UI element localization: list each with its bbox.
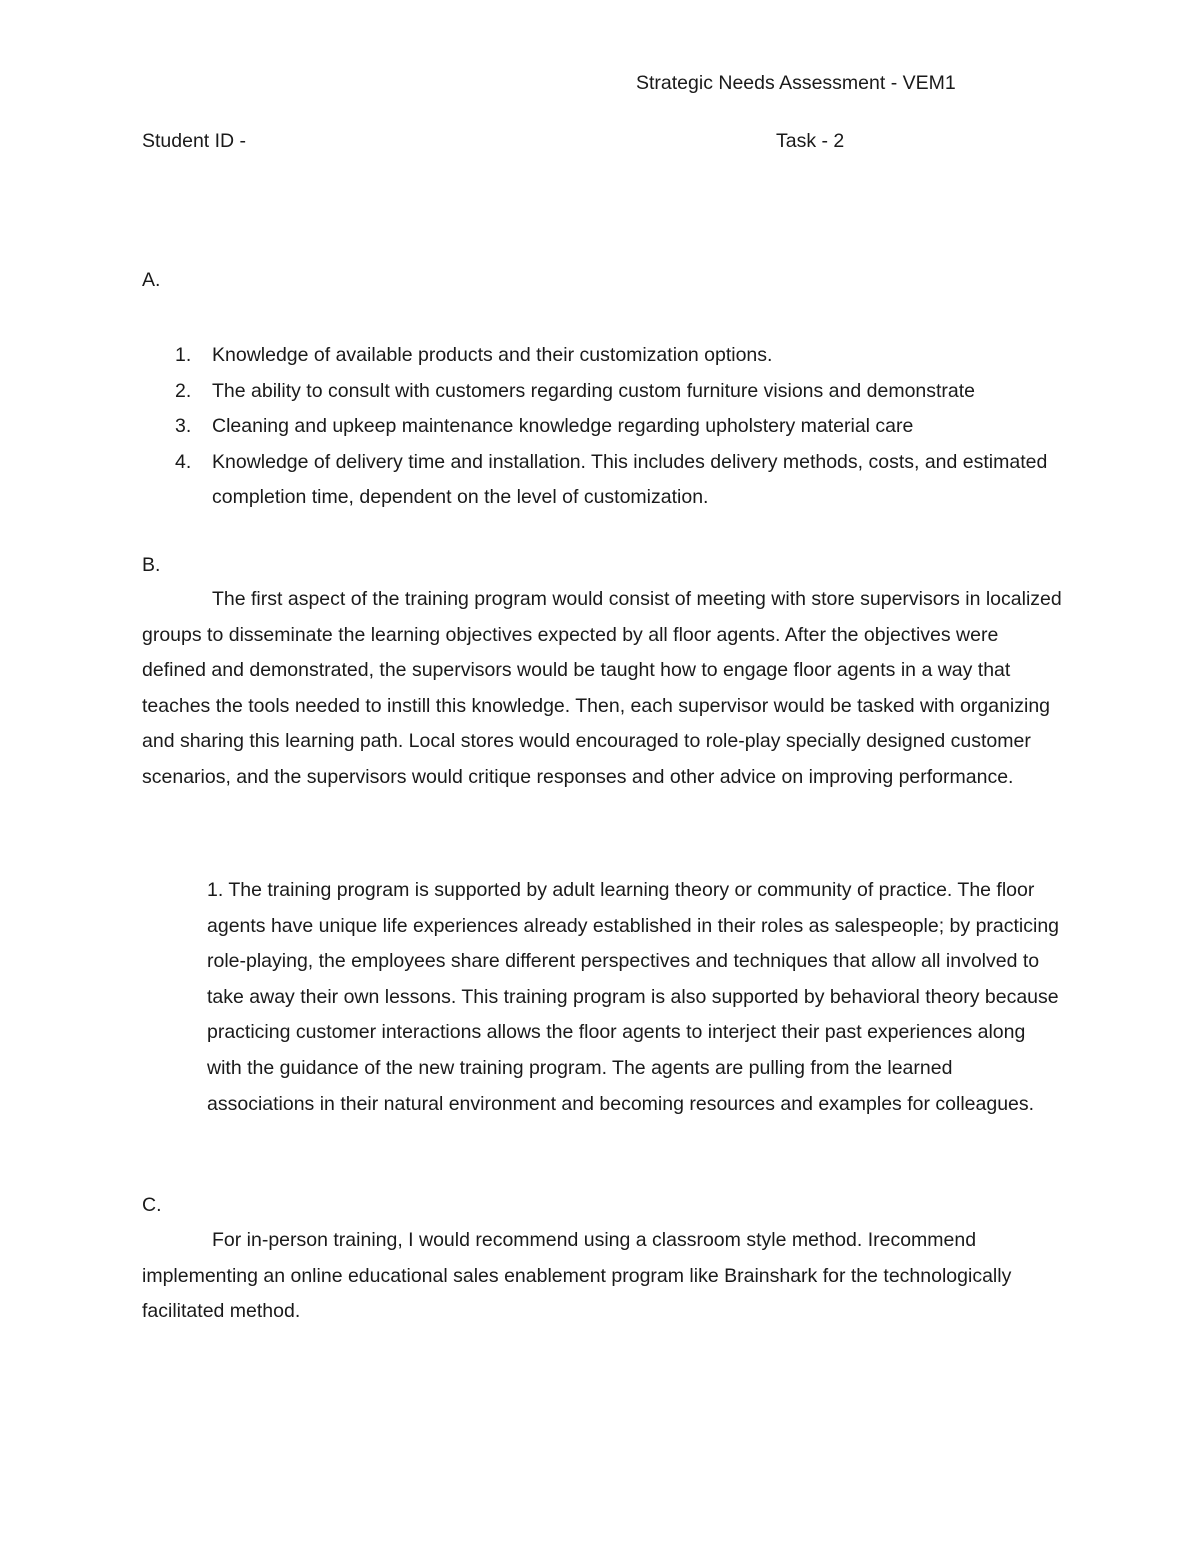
section-b-label: B. — [142, 554, 161, 576]
section-b-sub-point: 1. The training program is supported by adult learning theory or community of practice. The floor agents have unique life experiences already established in their roles as salespeople; by practicing role-playing, the employees share different perspectives and techniques that allow all involved to take away their own lessons. This training program is also supported by behavioral theory because practicing customer interactions allows the floor agents to interject their past experiences along with the guidance of the new training program. The agents are pulling from the learned associations in their natural environment and becoming resources and examples for colleagues. — [207, 879, 1060, 1115]
list-item-number: 1. — [175, 344, 192, 366]
list-item — [142, 374, 1062, 410]
section-b-paragraph: The first aspect of the training program would consist of meeting with store supervisors in localized groups to disseminate the learning objectives expected by all floor agents. After the objectives were defined and demonstrated, the supervisors would be taught how to engage floor agents in a way that teaches the tools needed to instill this knowledge. Then, each supervisor would be tasked with organizing and sharing this learning path. Local stores would encouraged to role-play specially designed customer scenarios, and the supervisors would critique responses and other advice on improving performance. — [142, 588, 1062, 788]
list-item-number: 3. — [175, 415, 192, 438]
section-c-paragraph: For in-person training, I would recommend using a classroom style method. Irecommend implementing an online educational sales enablement program like Brainshark for the technologically facilitated method. — [142, 1229, 1012, 1323]
task-label: Task - 2 — [776, 130, 845, 152]
list-item-number: 2. — [175, 379, 192, 402]
list-item — [142, 409, 1062, 445]
list-item-text: Knowledge of delivery time and installation. This includes delivery methods, costs, and estimated completion time, dependent on the level of customization. — [212, 450, 1048, 509]
section-a-list — [142, 338, 1062, 516]
list-item — [142, 338, 1062, 374]
running-header-title: Strategic Needs Assessment - VEM1 — [636, 72, 956, 94]
section-c-label: C. — [142, 1194, 162, 1216]
list-item-text: Knowledge of available products and their customization options. — [212, 344, 773, 366]
list-item-number: 4. — [175, 450, 192, 473]
student-id-label: Student ID - — [142, 130, 247, 152]
list-item-text: Cleaning and upkeep maintenance knowledge regarding upholstery material care — [212, 415, 914, 438]
section-a-label: A. — [142, 269, 161, 291]
list-item-text: The ability to consult with customers regarding custom furniture visions and demonstrate — [212, 379, 976, 402]
list-item — [142, 445, 1062, 516]
